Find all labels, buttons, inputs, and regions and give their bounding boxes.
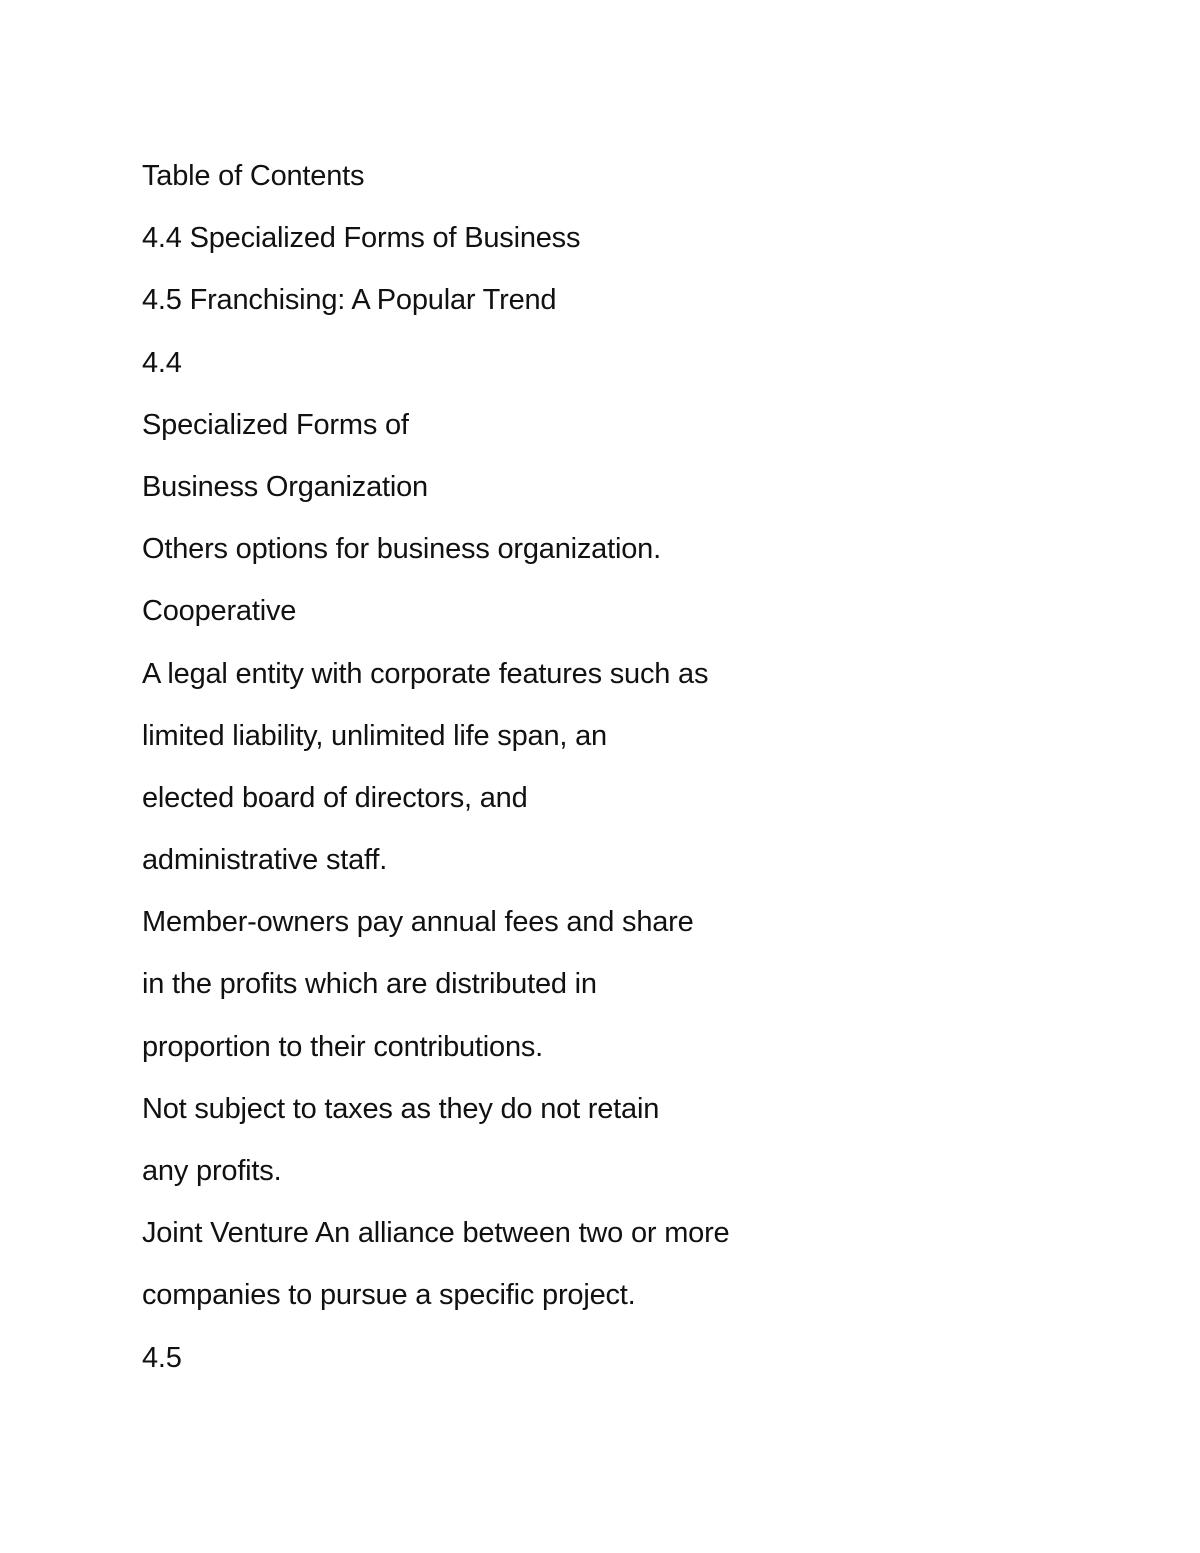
section-number-4-5: 4.5 <box>142 1341 182 1374</box>
paragraph-line: A legal entity with corporate features such as <box>142 657 709 690</box>
section-number-4-4: 4.4 <box>142 346 182 379</box>
paragraph-line: any profits. <box>142 1155 282 1187</box>
section-intro: Others options for business organization. <box>142 533 661 566</box>
toc-heading: Table of Contents <box>142 160 365 192</box>
section-title-line-1: Specialized Forms of <box>142 408 409 441</box>
paragraph-line: limited liability, unlimited life span, an <box>142 719 607 752</box>
document-text-body <box>142 145 729 1389</box>
toc-entry-4-4: 4.4 Specialized Forms of Business <box>142 222 581 255</box>
paragraph-line: elected board of directors, and <box>142 781 528 814</box>
paragraph-line: administrative staff. <box>142 844 388 877</box>
paragraph-line: Member-owners pay annual fees and share <box>142 906 694 939</box>
paragraph-line: in the profits which are distributed in <box>142 968 597 1001</box>
subheading-cooperative: Cooperative <box>142 595 297 628</box>
toc-entry-4-5: 4.5 Franchising: A Popular Trend <box>142 284 557 317</box>
paragraph-line: companies to pursue a specific project. <box>142 1279 636 1312</box>
paragraph-line: proportion to their contributions. <box>142 1030 544 1063</box>
paragraph-line: Not subject to taxes as they do not retain <box>142 1092 660 1125</box>
joint-venture-line: Joint Venture An alliance between two or more <box>142 1217 730 1250</box>
section-title-line-2: Business Organization <box>142 470 428 503</box>
